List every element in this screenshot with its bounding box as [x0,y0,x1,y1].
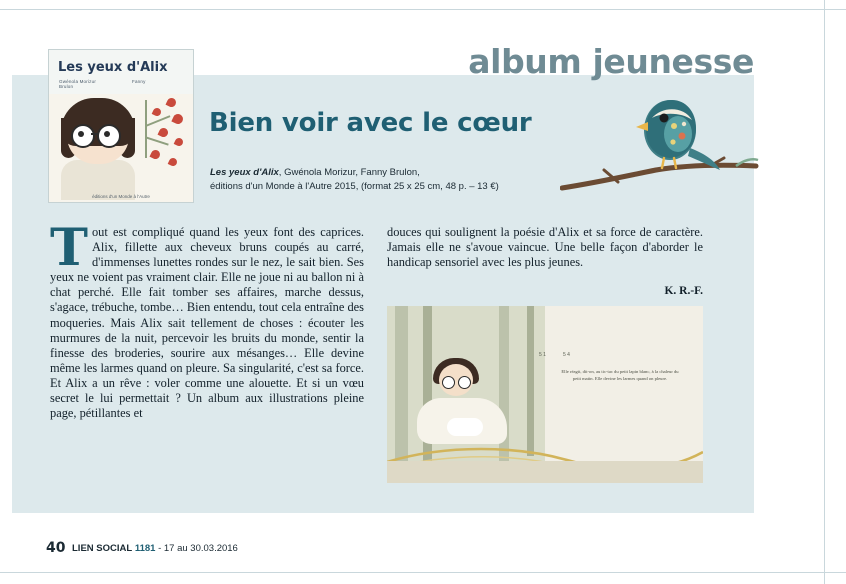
cover-branch [145,100,147,158]
cover-leaf [168,157,179,168]
cover-leaf [152,107,163,118]
body-column-right [387,225,703,270]
cover-branch [146,115,171,127]
spread-ground [387,461,703,483]
footer-publication-info [72,543,238,554]
author-byline: K. R.-F. [664,285,703,297]
section-label: album jeunesse [468,42,754,81]
body-column-left [50,218,364,421]
book-spread-image [387,306,703,483]
cover-publisher: éditions d'un Monde à l'Autre [92,194,150,199]
footer-publication-name: LIEN SOCIAL [72,543,133,554]
bird-svg [560,96,760,216]
cover-authors [59,79,193,89]
credits-authors: , Gwénola Morizur, Fanny Brulon, [278,167,420,178]
bird-eye [660,114,669,123]
spread-glasses-right-lens [458,376,471,389]
credits-book-title: Les yeux d'Alix [210,167,279,178]
article-title: Bien voir avec le cœur [209,108,532,138]
spread-caption: Elle réagit, dit-on, au tic-tac du petit lapin blanc, à la chaleur du petit matin. Elle devine les larmes quand on pleure. [561,369,679,381]
body-paragraph-left: out est compliqué quand les yeux font des caprices. Alix, fillette aux cheveux bruns coupés au carré, d'immenses lunettes rondes sur le nez, le sait bien. Ses yeux ne voient pas vraiment clair. Elle ne joue ni au ballon ni à chat perché. Elle fait tomber ses affaires, marche dessus, s'agace, trébuche, tombe… Bien entendu, tout cela entraîne des moqueries. Mais Alix sait tellement de choses : écouter les murmures de la nuit, percevoir les bruits du monde, sentir la finesse des broderies, sourire aux mésanges… Elle devine même les larmes quand on pleure. Sa singularité, c'est sa force. Et Alix a un rêve : voler comme une alouette. Et si un vœu secret le lui permettait ? Un album aux illustrations pleine page, pétillantes et [50,225,364,421]
cover-artwork [49,94,193,203]
book-cover-image [48,49,194,203]
bird-pattern-dot [682,122,686,126]
footer-issue-number: 1181 [134,543,156,554]
footer-date: - 17 au 30.03.2016 [158,543,238,554]
cover-glasses-bridge [91,133,98,135]
bird-wing [664,116,692,152]
bird-pattern-dot [671,123,677,129]
top-rule [0,9,846,10]
branch-extend [656,165,756,170]
body-paragraph-right: douces qui soulignent la poésie d'Alix et sa force de caractère. Jamais elle ne s'avoue vaincue. Une belle façon d'aborder le handicap sensoriel avec les plus jeunes. [387,225,703,270]
bird-pattern-dot [670,139,675,144]
cover-leaf [174,137,185,148]
spread-page-number-left: 5 1 [539,352,546,358]
cover-leaf [171,112,184,125]
cover-leaf [166,97,178,109]
cover-branch [145,136,168,145]
bottom-rule [0,572,846,573]
cover-eye-right [104,131,110,137]
spread-page-number-right: 5 4 [563,352,570,358]
spread-glasses-left-lens [442,376,455,389]
right-margin-rule [824,0,825,584]
cover-author-left: Gwénola Morizur [59,79,97,84]
page-number: 40 [46,540,66,556]
book-credits [210,166,550,193]
cover-title: Les yeux d'Alix [58,60,168,75]
cover-leaf [158,127,170,139]
cover-eye-left [78,131,84,137]
bird-pattern-dot [679,133,686,140]
bird-illustration [560,96,760,216]
credits-publisher: éditions d'un Monde à l'Autre 2015, (format 25 x 25 cm, 48 p. – 13 €) [210,180,499,192]
cover-leaf [150,149,162,161]
cover-author-right: Fanny Brulon [59,79,146,89]
drop-cap: T [50,218,88,278]
bird-beak [636,122,648,131]
